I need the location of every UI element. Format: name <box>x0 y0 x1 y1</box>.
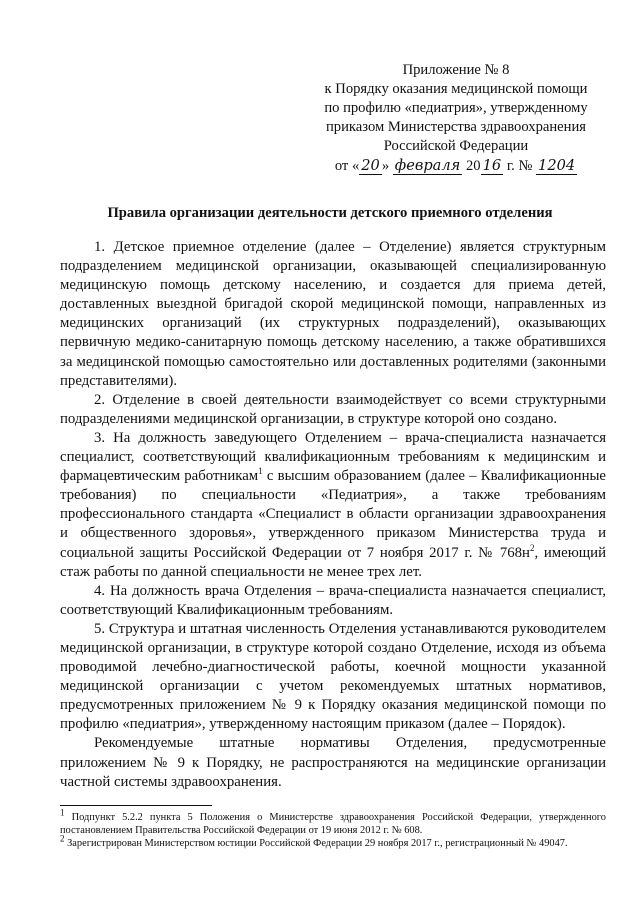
footnote-1 <box>60 807 606 837</box>
date-month-handwritten: февраля <box>394 157 461 174</box>
paragraph-2: 2. Отделение в своей деятельности взаимодействует со всеми структурными подразделениями медицинской организации, в структуре которой оно создано. <box>60 391 606 427</box>
date-year-unit: г. № <box>506 158 533 174</box>
document-body <box>60 238 606 792</box>
date-year-handwritten: 16 <box>482 157 502 174</box>
document-title: Правила организации деятельности детского приемного отделения <box>107 205 553 221</box>
appendix-date-line <box>306 156 606 176</box>
footnote-1-text: Подпункт 5.2.2 пункта 5 Положения о Министерстве здравоохранения Российской Федерации, утвержденного постановлением Правительства Российской Федерации от 19 июня 2012 г. № 608. <box>60 812 606 836</box>
paragraph-4: 4. На должность врача Отделения – врача-специалиста назначается специалист, соответствующий Квалификационным требованиям. <box>60 582 606 618</box>
footnotes <box>60 807 606 850</box>
footnote-2-mark: 2 <box>60 833 65 844</box>
footnote-ref-2: 2 <box>529 542 535 553</box>
footnote-2 <box>60 833 606 850</box>
appendix-header <box>306 61 606 176</box>
footnote-ref-1: 1 <box>258 466 263 477</box>
paragraph-6: Рекомендуемые штатные нормативы Отделения, предусмотренные приложением № 9 к Порядку, не распространяются на медицинские организации частной системы здравоохранения. <box>60 735 606 790</box>
paragraph-1: 1. Детское приемное отделение (далее – Отделение) является структурным подразделением медицинской организации, оказывающей специализированную медицинскую помощь детскому населению, и создается для приема детей, доставленных выездной бригадой скорой медицинской помощи, направленных из медицинских организаций (их структурных подразделений), оказывающих первичную медико-санитарную помощь детскому населению, а также обратившихся за медицинской помощью самостоятельно или доставленных родителями (законными представителями). <box>60 239 606 389</box>
date-year-prefix: 20 <box>466 158 481 174</box>
footnote-2-text: Зарегистрирован Министерством юстиции Российской Федерации 29 ноября 2017 г., регистрационный № 49047. <box>64 838 568 849</box>
footnote-separator <box>60 805 212 806</box>
appendix-country: Российской Федерации <box>383 138 529 154</box>
appendix-profile: по профилю «педиатрия», утвержденному <box>324 100 588 116</box>
order-number-handwritten: 1204 <box>538 157 576 174</box>
appendix-order-reference: к Порядку оказания медицинской помощи <box>324 81 588 97</box>
appendix-ministry: приказом Министерства здравоохранения <box>326 119 586 135</box>
paragraph-3-text-c: , имеющий стаж работы по данной специальности не менее трех лет. <box>60 544 606 580</box>
paragraph-3-text-a: 3. На должность заведующего Отделением – врача-специалиста назначается специалист, соответствующий квалификационным требованиям к медицинским и фармацевтическим работникам <box>60 429 606 485</box>
appendix-number: Приложение № 8 <box>402 62 510 78</box>
date-day-handwritten: 20 <box>361 157 380 174</box>
paragraph-5: 5. Структура и штатная численность Отделения устанавливаются руководителем медицинской организации, в структуре которой создано Отделение, исходя из объема проводимой лечебно-диагностической работы, коечной мощности указанной медицинской организации с учетом рекомендуемых штатных нормативов, предусмотренных приложением № 9 к Порядку оказания медицинской помощи по профилю «педиатрия», утвержденному настоящим приказом (далее – Порядок). <box>60 620 606 733</box>
paragraph-3 <box>60 429 606 582</box>
paragraph-3-text-b: с высшим образованием (далее – Квалификационные требования) по специальности «Педиатрия», а также требованиям профессионального стандарта «Специалист в области организации здравоохранения и общественного здоровья», утвержденного приказом Министерства труда и социальной защиты Российской Федерации от 7 ноября 2017 г. № 768н <box>60 468 607 561</box>
footnote-1-mark: 1 <box>60 807 65 818</box>
date-prefix: от « <box>334 158 360 174</box>
date-close-quote: » <box>381 158 390 174</box>
